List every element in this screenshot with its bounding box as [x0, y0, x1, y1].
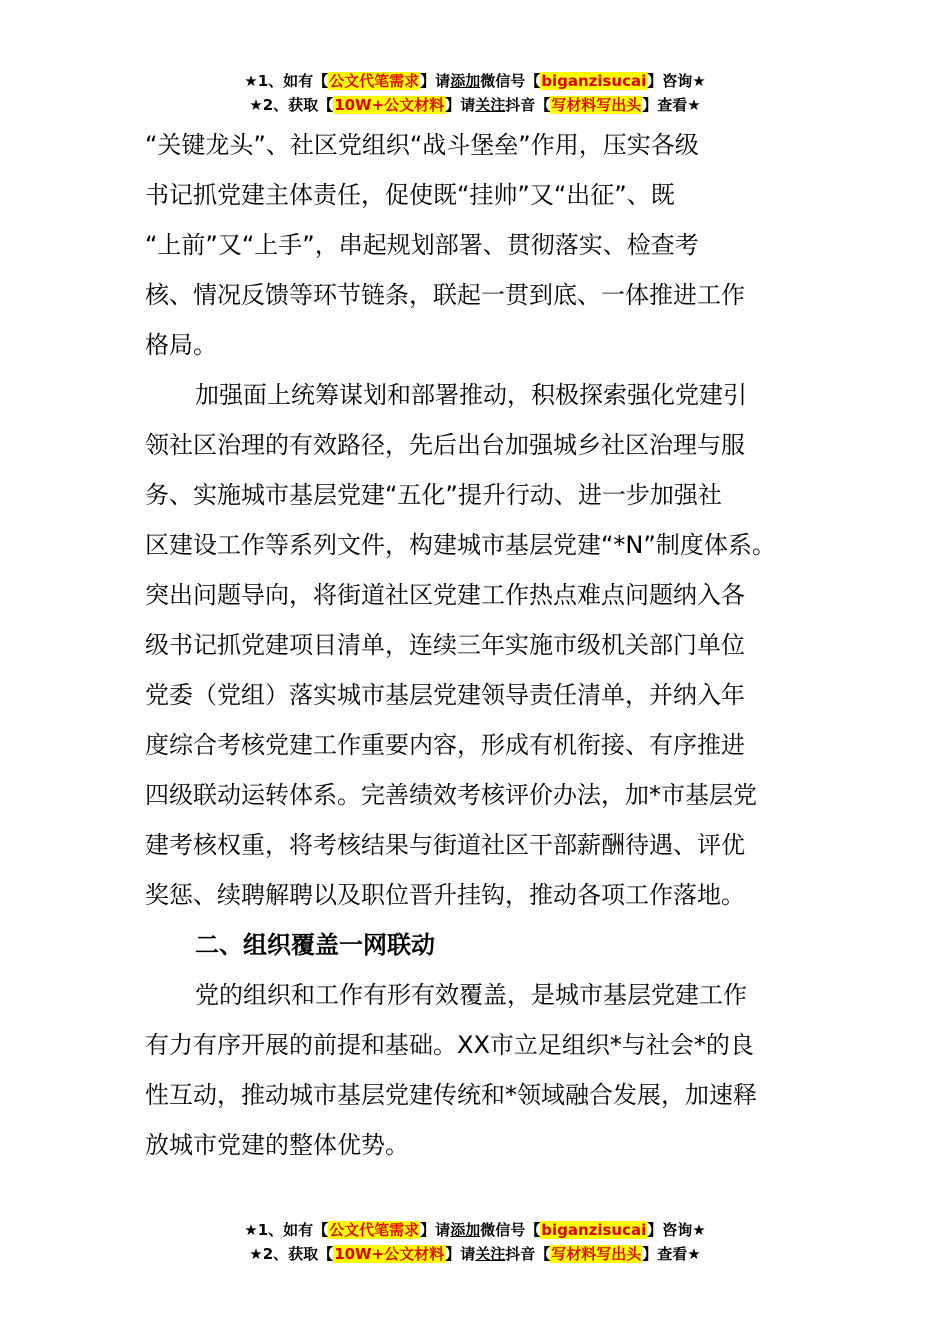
text-line: “关键龙头”、社区党组织“战斗堡垒”作用，压实各级 [145, 131, 699, 159]
highlight-materials: 10W+公文材料 [334, 1245, 445, 1263]
banner-text: 抖音【 [505, 96, 551, 114]
text-line: 级书记抓党建项目清单，连续三年实施市级机关部门单位 [145, 631, 745, 659]
paragraph-1 [145, 120, 815, 370]
text-line: 核、情况反馈等环节链条，联起一贯到底、一体推进工作 [145, 281, 745, 309]
banner-underlined-text: 添加 [450, 1221, 481, 1239]
banner-text: 】咨询★ [647, 1221, 706, 1239]
highlight-douyin-account: 写材料写出头 [551, 1245, 642, 1263]
text-line: 党的组织和工作有形有效覆盖，是城市基层党建工作 [195, 981, 747, 1009]
banner-text: ★2、获取【 [249, 1245, 334, 1263]
text-line: 放城市党建的整体优势。 [145, 1131, 409, 1159]
banner-underlined-text: 关注 [475, 1245, 506, 1263]
banner-line-2 [0, 93, 950, 117]
banner-text: 微信号【 [480, 72, 541, 90]
banner-line-2 [0, 1242, 950, 1266]
banner-text: 微信号【 [480, 1221, 541, 1239]
highlight-wechat-id: biganzisucai [541, 1221, 647, 1239]
text-line: 性互动，推动城市基层党建传统和*领域融合发展，加速释 [145, 1081, 757, 1109]
text-line: 度综合考核党建工作重要内容，形成有机衔接、有序推进 [145, 731, 745, 759]
footer-banner [0, 1218, 950, 1266]
highlight-materials: 10W+公文材料 [334, 96, 445, 114]
highlight-wechat-id: biganzisucai [541, 72, 647, 90]
banner-text: 】请 [445, 96, 476, 114]
text-line: 书记抓党建主体责任，促使既“挂帅”又“出征”、既 [145, 181, 675, 209]
banner-line-1 [0, 1218, 950, 1242]
heading-text: 二、组织覆盖一网联动 [195, 931, 435, 959]
banner-text: ★1、如有【 [244, 1221, 329, 1239]
banner-text: 】查看★ [642, 96, 701, 114]
text-line: 有力有序开展的前提和基础。XX市立足组织*与社会*的良 [145, 1031, 754, 1059]
text-line: “上前”又“上手”，串起规划部署、贯彻落实、检查考 [145, 231, 699, 259]
highlight-service: 公文代笔需求 [329, 72, 420, 90]
banner-text: ★2、获取【 [249, 96, 334, 114]
banner-text: 抖音【 [505, 1245, 551, 1263]
text-line: 建考核权重，将考核结果与街道社区干部薪酬待遇、评优 [145, 831, 745, 859]
text-line: 加强面上统筹谋划和部署推动，积极探索强化党建引 [195, 381, 747, 409]
banner-text: ★1、如有【 [244, 72, 329, 90]
banner-underlined-text: 关注 [475, 96, 506, 114]
highlight-service: 公文代笔需求 [329, 1221, 420, 1239]
text-line: 区建设工作等系列文件，构建城市基层党建“*N”制度体系。 [145, 531, 776, 559]
banner-underlined-text: 添加 [450, 72, 481, 90]
banner-text: 】请 [445, 1245, 476, 1263]
text-line: 奖惩、续聘解聘以及职位晋升挂钩，推动各项工作落地。 [145, 881, 745, 909]
paragraph-2 [145, 370, 815, 920]
banner-text: 】咨询★ [647, 72, 706, 90]
paragraph-3 [145, 970, 815, 1170]
text-line: 领社区治理的有效路径，先后出台加强城乡社区治理与服 [145, 431, 745, 459]
text-line: 格局。 [145, 331, 217, 359]
highlight-douyin-account: 写材料写出头 [551, 96, 642, 114]
text-line: 党委（党组）落实城市基层党建领导责任清单，并纳入年 [145, 681, 745, 709]
banner-text: 】请 [420, 72, 451, 90]
header-banner [0, 69, 950, 117]
document-body [145, 120, 815, 1170]
text-line: 务、实施城市基层党建“五化”提升行动、进一步加强社 [145, 481, 722, 509]
text-line: 突出问题导向，将街道社区党建工作热点难点问题纳入各 [145, 581, 745, 609]
section-heading [145, 920, 815, 970]
banner-line-1 [0, 69, 950, 93]
banner-text: 】查看★ [642, 1245, 701, 1263]
banner-text: 】请 [420, 1221, 451, 1239]
text-line: 四级联动运转体系。完善绩效考核评价办法，加*市基层党 [145, 781, 757, 809]
